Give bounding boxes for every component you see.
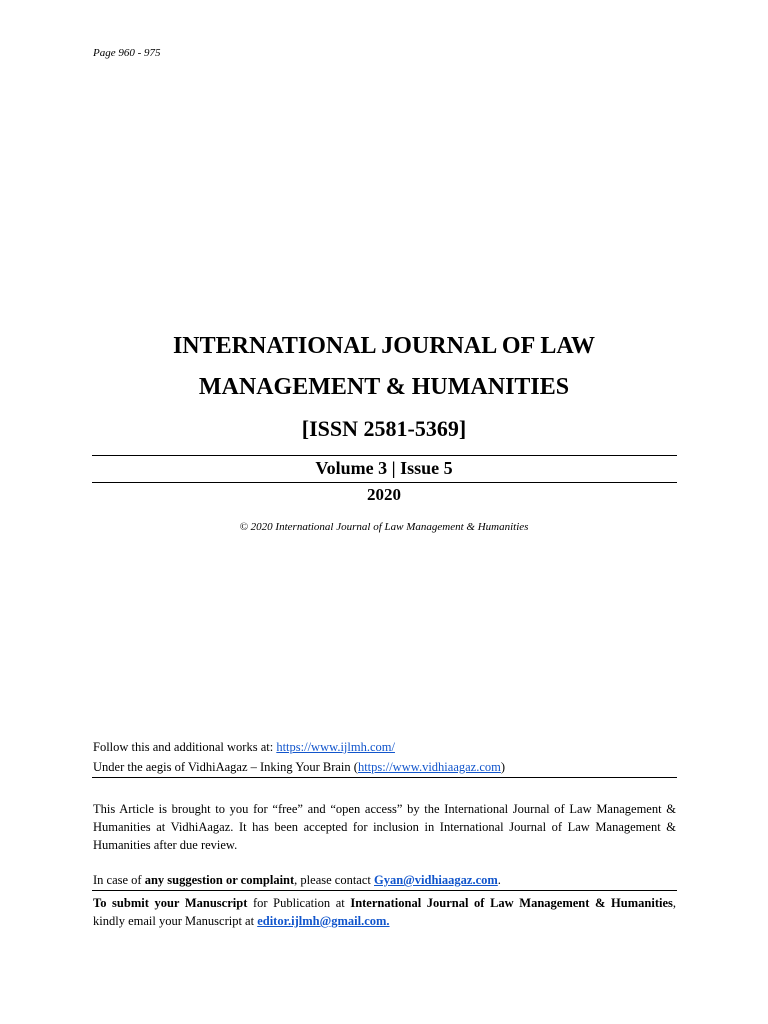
divider-links xyxy=(92,777,677,778)
page-range: Page 960 - 975 xyxy=(93,47,161,59)
contact-middle: , please contact xyxy=(294,873,374,887)
submit-tail: , kindly email your Manuscript at xyxy=(93,896,676,928)
submit-email-link[interactable]: editor.ijlmh@gmail.com. xyxy=(257,914,390,928)
submit-journal: International Journal of Law Management & Humanities xyxy=(350,896,673,910)
contact-line xyxy=(93,871,676,889)
submit-lead: To submit your Manuscript xyxy=(93,896,248,910)
aegis-line xyxy=(93,758,676,776)
divider-contact xyxy=(92,890,677,891)
contact-bold: any suggestion or complaint xyxy=(144,873,295,887)
follow-prefix: Follow this and additional works at: xyxy=(93,740,277,754)
aegis-prefix: Under the aegis of VidhiAagaz – Inking Your Brain ( xyxy=(93,760,358,774)
issn: [ISSN 2581-5369] xyxy=(301,416,467,441)
contact-prefix: In case of xyxy=(93,873,145,887)
publication-year: 2020 xyxy=(367,485,401,504)
submit-paragraph xyxy=(93,894,676,930)
volume-issue: Volume 3 | Issue 5 xyxy=(315,458,453,478)
divider-top xyxy=(92,455,677,456)
open-access-paragraph: This Article is brought to you for “free” and “open access” by the International Journal of Law Management & Humanities at VidhiAagaz. It has been accepted for inclusion in International Journal of Law Management & Humanities after due review. xyxy=(93,802,676,852)
ijlmh-website-link[interactable]: https://www.ijlmh.com/ xyxy=(276,740,395,754)
follow-line xyxy=(93,738,676,756)
aegis-suffix: ) xyxy=(500,760,506,774)
vidhiaagaz-website-link[interactable]: https://www.vidhiaagaz.com xyxy=(357,760,501,774)
divider-volume xyxy=(92,482,677,483)
journal-title-line-2: MANAGEMENT & HUMANITIES xyxy=(198,374,570,400)
submit-middle: for Publication at xyxy=(247,896,351,910)
contact-suffix: . xyxy=(497,873,501,887)
contact-email-link[interactable]: Gyan@vidhiaagaz.com xyxy=(374,873,498,887)
journal-title-line-1: INTERNATIONAL JOURNAL OF LAW xyxy=(172,333,596,359)
copyright-notice: © 2020 International Journal of Law Management & Humanities xyxy=(239,521,529,533)
